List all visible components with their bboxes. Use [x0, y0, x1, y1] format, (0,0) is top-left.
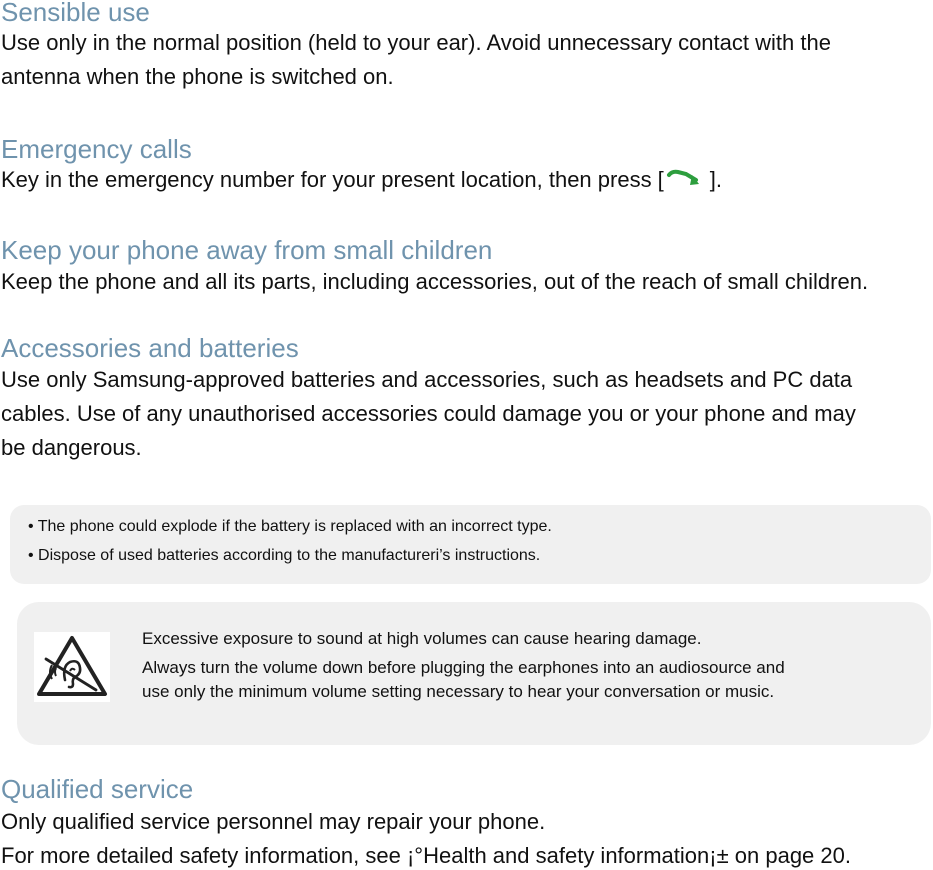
body-text-line: be dangerous.	[1, 435, 142, 460]
note-bullet: • The phone could explode if the battery is replaced with an incorrect type.	[28, 518, 552, 535]
hearing-warning-box	[17, 602, 931, 745]
battery-note-box	[10, 505, 931, 584]
emergency-instruction-text: Key in the emergency number for your present location, then press [	[1, 167, 664, 192]
body-text-line: antenna when the phone is switched on.	[1, 64, 394, 89]
body-text-line: For more detailed safety information, see ¡°Health and safety information¡± on page 20.	[1, 843, 851, 868]
body-text-line: Only qualified service personnel may repair your phone.	[1, 809, 546, 834]
heading-emergency-calls: Emergency calls	[1, 134, 192, 164]
emergency-instruction-end: ].	[709, 167, 723, 192]
warning-text-line: Always turn the volume down before plugging the earphones into an audiosource and	[142, 658, 785, 677]
call-key-icon	[666, 169, 706, 189]
body-text-line: Keep the phone and all its parts, including accessories, out of the reach of small children.	[1, 269, 869, 294]
body-text-line: Use only Samsung-approved batteries and accessories, such as headsets and PC data	[1, 367, 853, 392]
warning-text-line: Excessive exposure to sound at high volumes can cause hearing damage.	[142, 629, 702, 648]
note-bullet: • Dispose of used batteries according to the manufactureri’s instructions.	[28, 547, 541, 564]
body-text-line: Use only in the normal position (held to your ear). Avoid unnecessary contact with the	[1, 30, 831, 55]
hearing-damage-icon	[34, 632, 110, 702]
heading-qualified-service: Qualified service	[1, 774, 194, 804]
body-text-line: cables. Use of any unauthorised accessories could damage you or your phone and may	[1, 401, 856, 426]
emergency-instruction-line	[1, 166, 722, 194]
warning-text-line: use only the minimum volume setting necessary to hear your conversation or music.	[142, 682, 775, 701]
heading-sensible-use: Sensible use	[1, 0, 150, 27]
heading-keep-away-children: Keep your phone away from small children	[1, 235, 493, 265]
heading-accessories-batteries: Accessories and batteries	[1, 333, 299, 363]
